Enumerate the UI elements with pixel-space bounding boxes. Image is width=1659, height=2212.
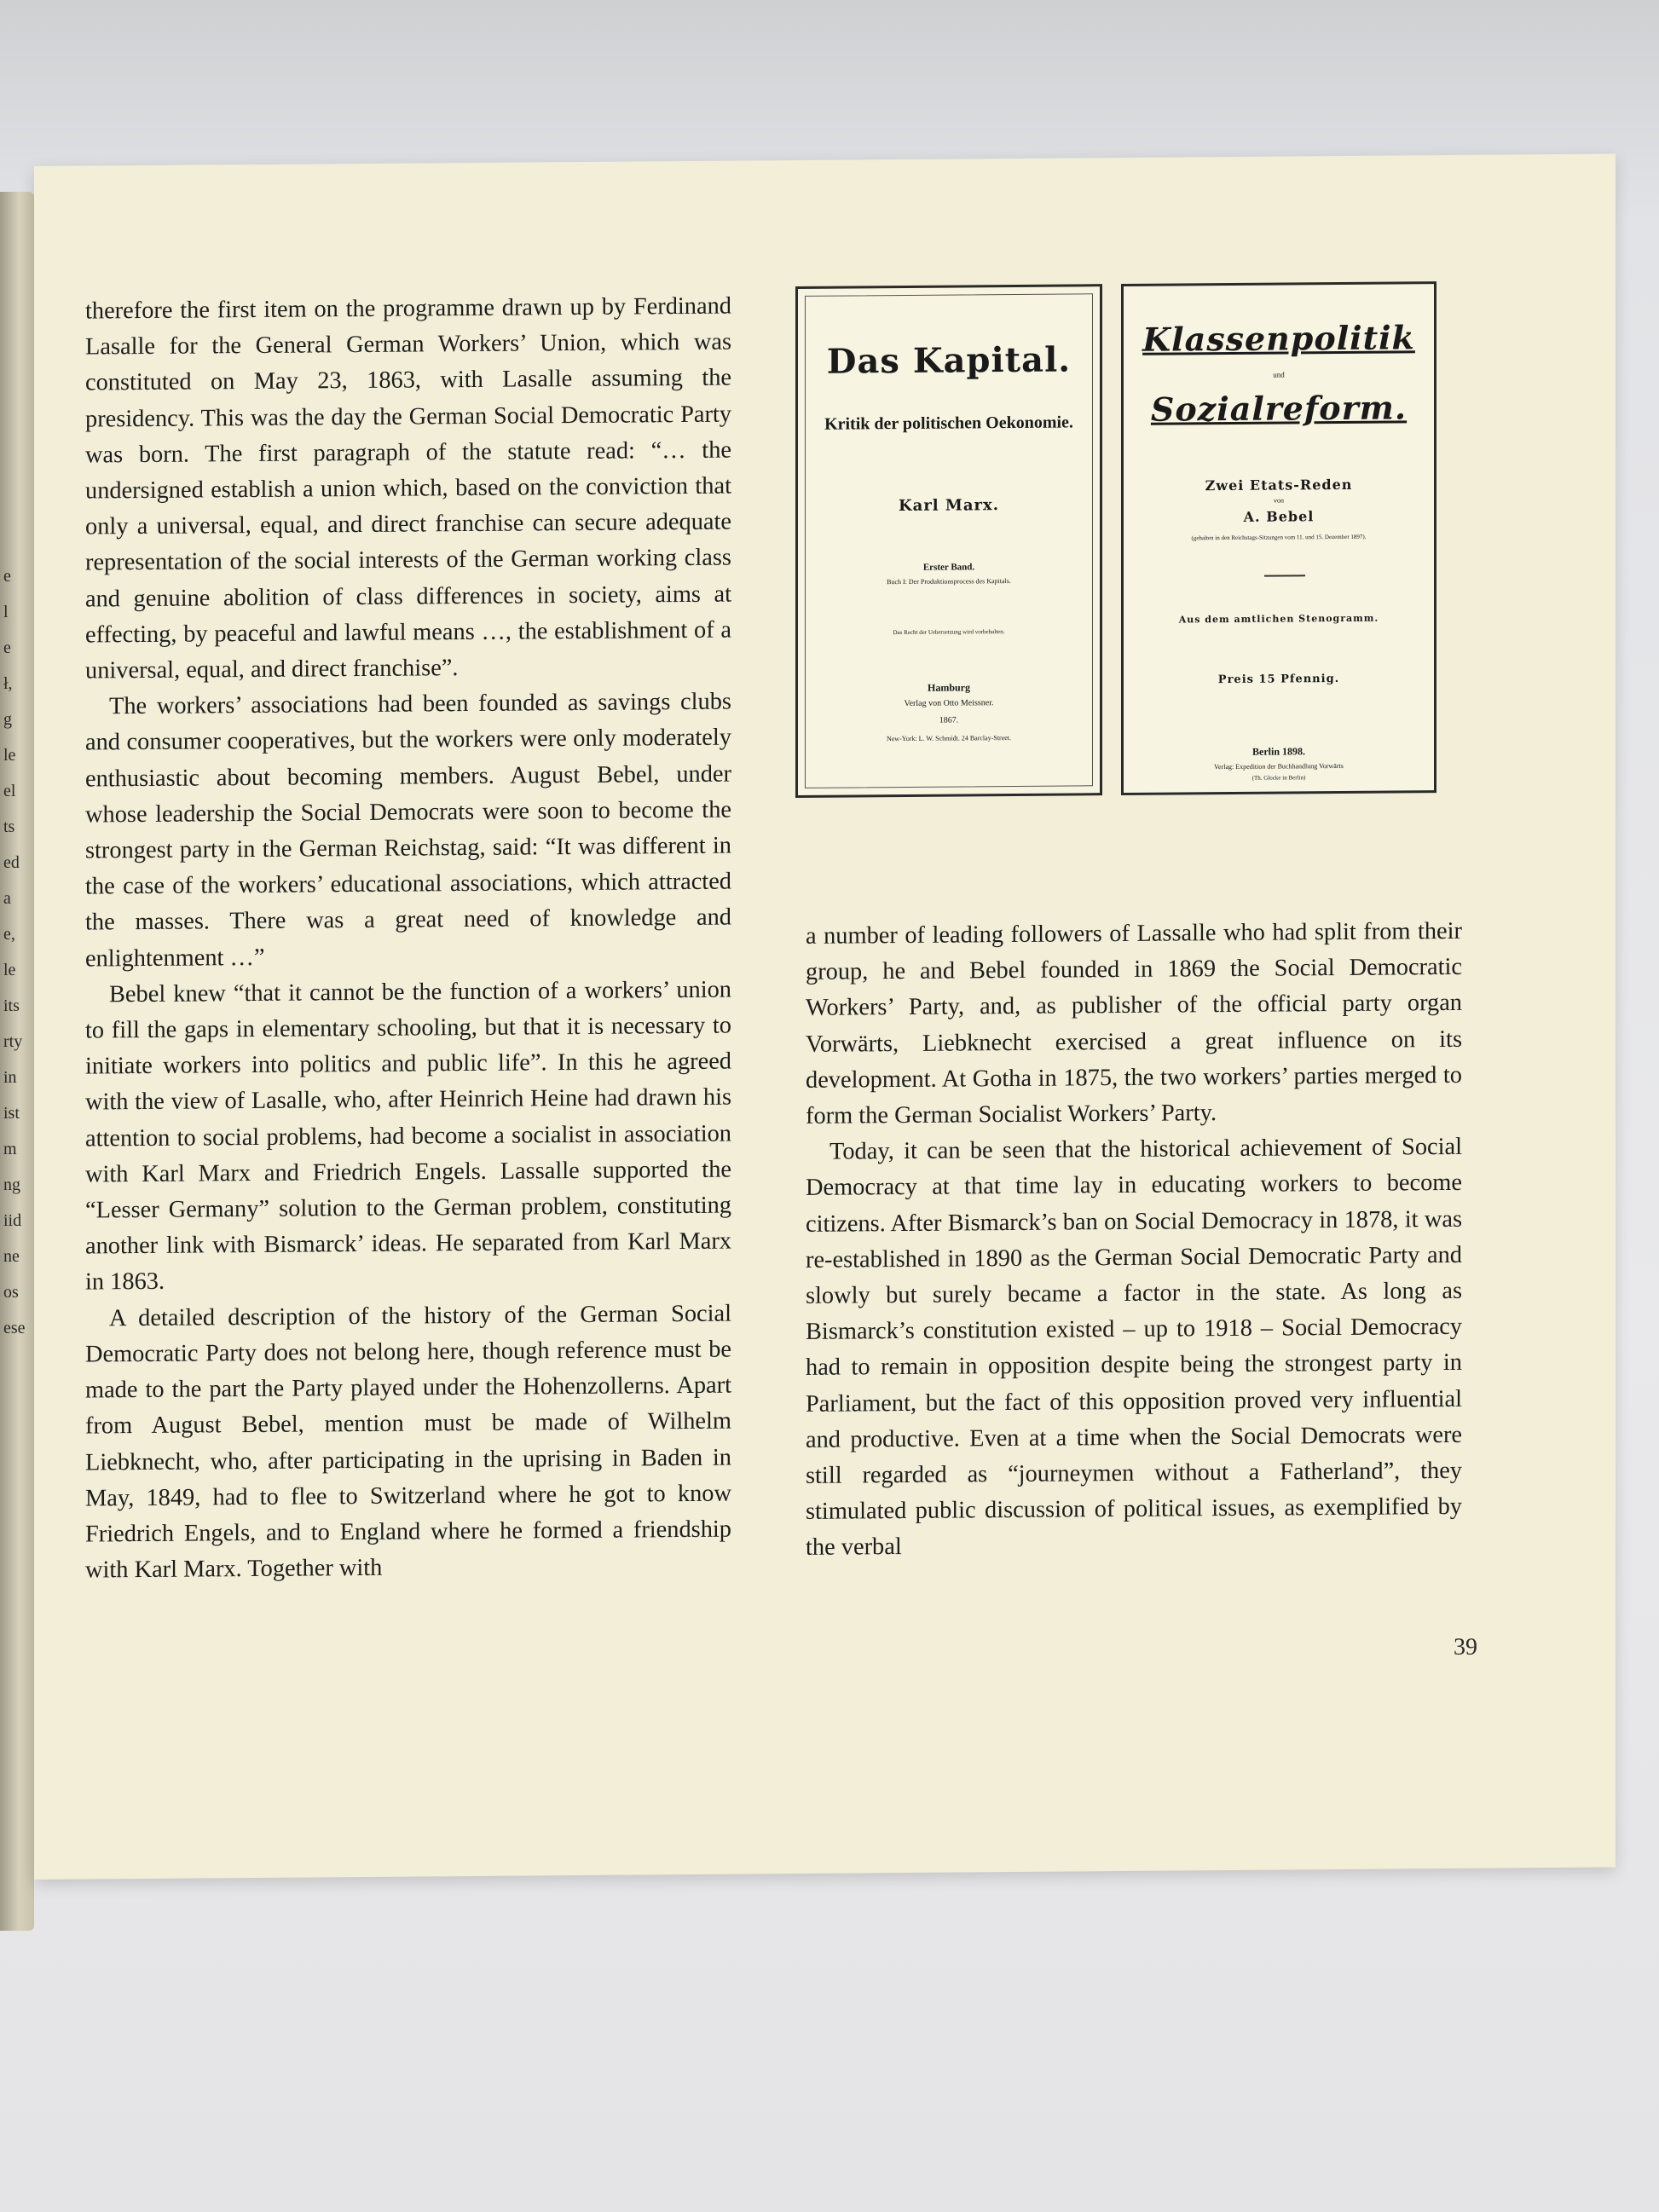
kapital-author: Karl Marx. — [899, 496, 999, 516]
margin-fragment: le — [3, 746, 16, 765]
kapital-rights: Das Recht der Uebersetzung wird vorbehalten. — [893, 628, 1005, 637]
margin-fragment: a — [3, 889, 11, 908]
left-text-column — [85, 289, 731, 1589]
margin-fragment: its — [3, 996, 20, 1015]
margin-fragment: m — [3, 1140, 17, 1158]
kapital-subtitle: Kritik der politischen Oekonomie. — [824, 413, 1073, 434]
klassen-von: von — [1274, 496, 1284, 505]
kapital-title: Das Kapital. — [826, 339, 1072, 382]
kapital-place: Hamburg — [927, 681, 970, 694]
margin-fragment: el — [3, 782, 16, 800]
margin-fragment: ł, — [3, 674, 13, 693]
klassen-title: Klassenpolitik — [1142, 318, 1415, 359]
paragraph-2: The workers’ associations had been founded as savings clubs and consumer cooperatives, but the workers were only moderately enthusiastic about becoming members. August Bebel, under whose leadership the Social Democrats were soon to become the strongest party in the German Reichstag, said: “It was different in the case of the workers’ educational associations, which attracted the masses. There was a great need of knowledge and enlightenment …” — [85, 688, 731, 973]
margin-fragment: l — [3, 603, 9, 621]
margin-fragment: rty — [3, 1032, 23, 1051]
klassen-subtitle: Zwei Etats-Reden — [1205, 476, 1353, 494]
margin-fragment: in — [3, 1068, 17, 1087]
klassen-und: und — [1273, 370, 1285, 379]
margin-fragment: ng — [3, 1175, 20, 1194]
paragraph-6: Today, it can be seen that the historical achievement of Social Democracy at that time lay in educating workers to become citizens. After Bismarck’s ban on Social Democracy in 1878, it was re-established in 1890 as the German Social Democratic Party and slowly but surely became a factor in the state. As long as Bismarck’s constitution existed – up to 1918 – Social Democracy had to remain in opposition despite being the strongest party in Parliament, but the fact of this opposition proved very influential and productive. Even at a time when the Social Democrats were still regarded as “journeymen without a Fatherland”, they stimulated public discussion of political issues, as exemplified by the verbal — [806, 1134, 1462, 1562]
kapital-volume: Erster Band. — [922, 562, 975, 573]
book-page — [34, 153, 1616, 1880]
margin-fragment: le — [3, 961, 16, 979]
klassenpolitik-title-page — [1121, 281, 1436, 795]
right-text-column — [806, 914, 1462, 1567]
margin-fragment: ed — [3, 853, 20, 872]
kapital-book: Buch I: Der Produktionsprocess des Kapitals. — [887, 577, 1011, 586]
klassen-place: Berlin 1898. — [1252, 745, 1305, 758]
paragraph-5: a number of leading followers of Lassalle who had split from their group, he and Bebel founded in 1869 the Social Democratic Workers’ Party, and, as publisher of the official party organ Vorwärts, Liebknecht exercised a great influence on its development. At Gotha in 1875, the two workers’ parties merged to form the German Socialist Workers’ Party. — [806, 917, 1462, 1129]
margin-fragment: ne — [3, 1247, 20, 1266]
klassen-price: Preis 15 Pfennig. — [1217, 672, 1340, 687]
kapital-publisher: Verlag von Otto Meissner. — [904, 698, 994, 708]
paragraph-1: therefore the first item on the programme drawn up by Ferdinand Lasalle for the General German Workers’ Union, which was constituted on May 23, 1863, with Lasalle assuming the presidency. This was the day the German Social Democratic Party was born. The first paragraph of the statute read: “… the undersigned establish a union which, based on the conviction that only a universal, equal, and direct franchise can secure adequate representation of the social interests of the German working class and genuine abolition of class differences in society, aims at effecting, by peaceful and lawful means …, the establishment of a universal, equal, and direct franchise”. — [85, 292, 731, 684]
margin-fragment: e — [3, 638, 11, 657]
klassen-author: A. Bebel — [1243, 508, 1315, 525]
margin-fragment: ist — [3, 1104, 20, 1123]
paragraph-4: A detailed description of the history of the German Social Democratic Party does not belong here, though reference must be made to the part the Party played under the Hohenzollerns. Apart from August Bebel, mention must be made of Wilhelm Liebknecht, who, after participating in the uprising in Baden in May, 1849, had to flee to Switzerland where he got to know Friedrich Engels, and to England where he formed a friendship with Karl Marx. Together with — [85, 1300, 731, 1584]
margin-fragment: g — [3, 710, 12, 729]
klassen-rule — [1264, 575, 1305, 576]
margin-fragment: iid — [3, 1211, 22, 1230]
margin-fragment: e, — [3, 925, 15, 944]
kapital-newyork: New-York: L. W. Schmidt. 24 Barclay-Street. — [886, 733, 1012, 743]
klassen-title2: Sozialreform. — [1150, 388, 1408, 429]
das-kapital-title-page — [795, 284, 1102, 798]
page-number: 39 — [1454, 1633, 1477, 1660]
margin-fragment: e — [3, 567, 11, 586]
klassen-source: Aus dem amtlichen Stenogramm. — [1178, 612, 1379, 626]
margin-fragment: ese — [3, 1319, 26, 1337]
kapital-year: 1867. — [939, 715, 959, 725]
margin-fragment: ts — [3, 817, 15, 836]
paragraph-3: Bebel knew “that it cannot be the function of a workers’ union to fill the gaps in elementary schooling, but that it is necessary to initiate workers into politics and public life”. In this he agreed with the view of Lasalle, who, after Heinrich Heine had drawn his attention to social problems, had become a socialist in association with Karl Marx and Friedrich Engels. Lassalle supported the “Lesser Germany” solution to the German problem, constituting another link with Bismarck’ ideas. He separated from Karl Marx in 1863. — [85, 976, 731, 1297]
margin-fragment: os — [3, 1283, 19, 1302]
klassen-publisher2: (Th. Glocke in Berlin) — [1251, 774, 1306, 782]
adjacent-page-edge — [0, 192, 34, 1931]
klassen-note: (gehalten in den Reichstags-Sitzungen vom 11. und 15. Dezember 1897). — [1191, 533, 1367, 542]
klassen-publisher: Verlag: Expedition der Buchhandlung Vorwärts — [1214, 761, 1344, 771]
